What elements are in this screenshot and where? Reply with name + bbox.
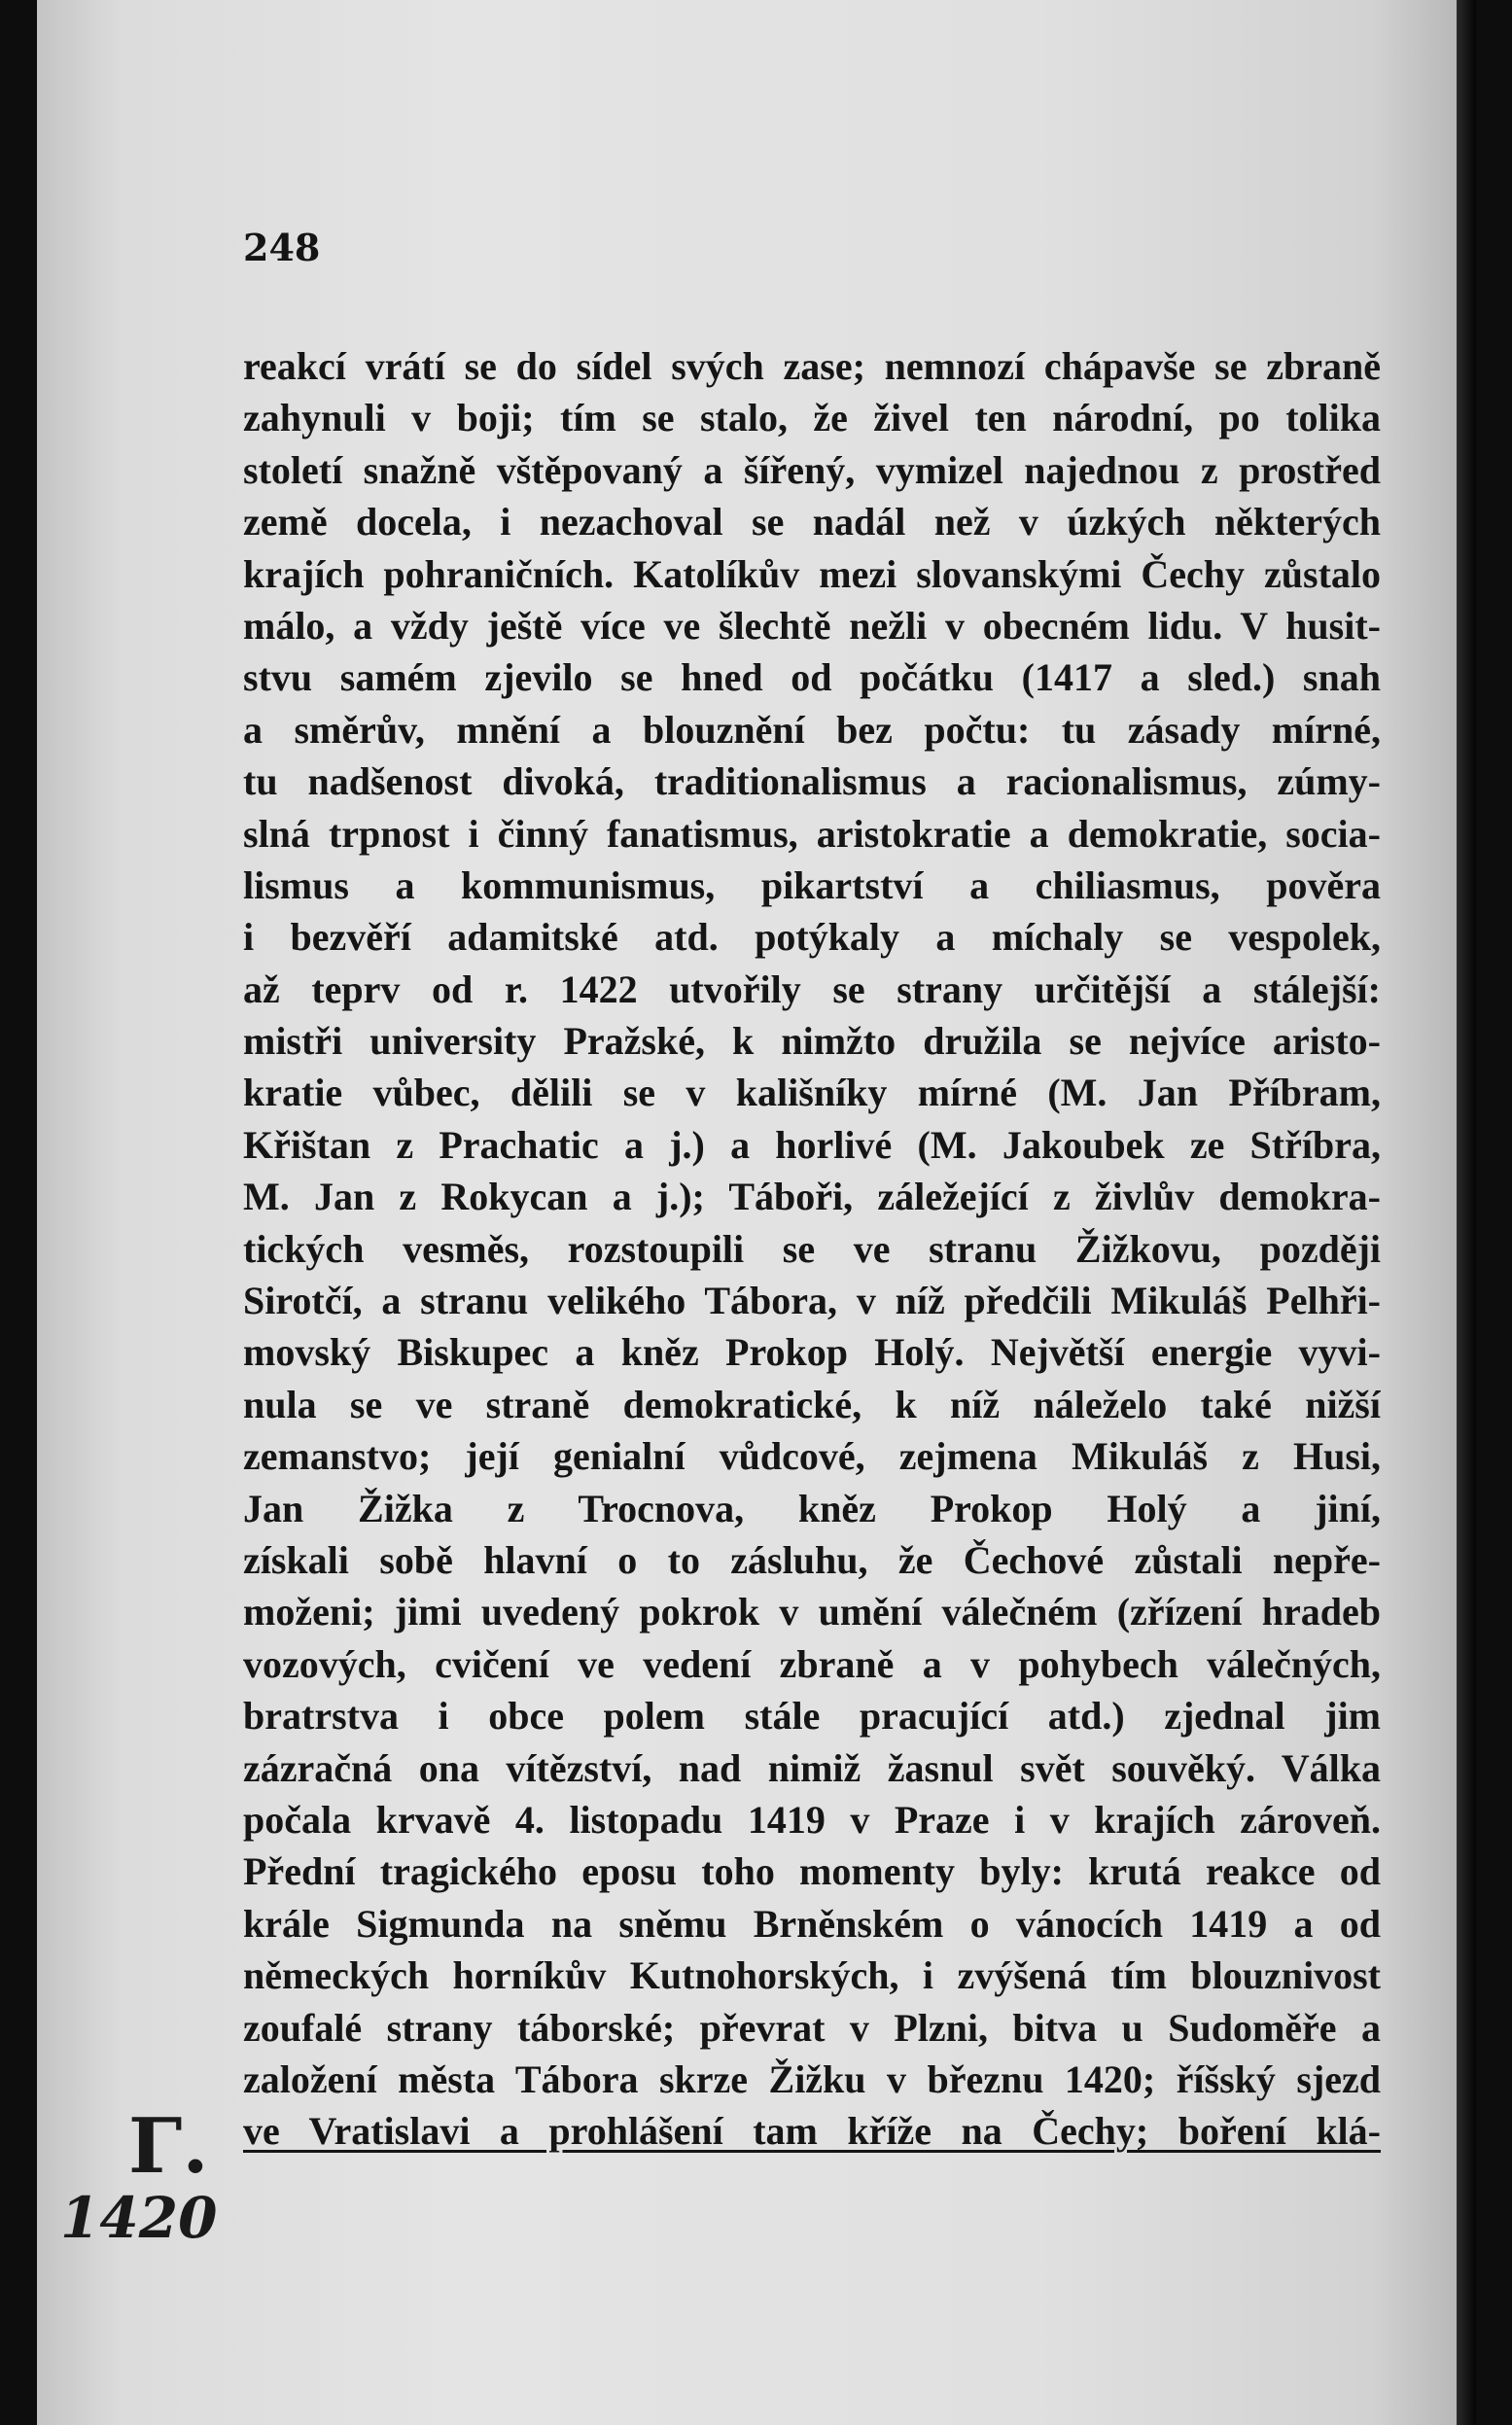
text-line: reakcí vrátí se do sídel svých zase; nemnozí chápavše se zbraně [243, 344, 1381, 388]
text-line-underlined: ve Vratislavi a prohlášení tam kříže na Čechy; boření klá- [243, 2109, 1381, 2154]
text-line: krajích pohraničních. Katolíkův mezi slovanskými Čechy zůstalo [243, 551, 1381, 596]
text-line: zoufalé strany táborské; převrat v Plzni, bitva u Sudoměře a [243, 2005, 1381, 2050]
margin-year: 1420 [60, 2185, 218, 2251]
text-line: lismus a kommunismus, pikartství a chiliasmus, pověra [243, 862, 1381, 907]
text-line: M. Jan z Rokycan a j.); Táboři, záležející z živlův demokra- [243, 1175, 1381, 1219]
text-line: založení města Tábora skrze Žižku v březnu 1420; říšský sjezd [243, 2056, 1381, 2101]
page-edge-shadow [1457, 0, 1476, 2425]
text-line: Křištan z Prachatic a j.) a horlivé (M. Jakoubek ze Stříbra, [243, 1122, 1381, 1167]
text-line: nula se ve straně demokratické, k níž náleželo také nižší [243, 1382, 1381, 1426]
text-line: zahynuli v boji; tím se stalo, že živel ten národní, po tolika [243, 396, 1381, 440]
text-line: zemanstvo; její genialní vůdcové, zejmena Mikuláš z Husi, [243, 1434, 1381, 1479]
text-line: Jan Žižka z Trocnova, kněz Prokop Holý a jiní, [243, 1486, 1381, 1530]
margin-bracket-mark: Γ. [128, 2102, 209, 2191]
text-line: německých horníkův Kutnohorských, i zvýšená tím blouznivost [243, 1953, 1381, 1998]
text-line: a směrův, mnění a blouznění bez počtu: tu zásady mírné, [243, 707, 1381, 752]
text-line: slná trpnost i činný fanatismus, aristokratie a demokratie, socia- [243, 811, 1381, 856]
text-line: vozových, cvičení ve vedení zbraně a v pohybech válečných, [243, 1641, 1381, 1686]
text-line: movský Biskupec a kněz Prokop Holý. Největší energie vyvi- [243, 1330, 1381, 1375]
text-line: tu nadšenost divoká, traditionalismus a racionalismus, zúmy- [243, 759, 1381, 804]
text-line: kratie vůbec, dělili se v kališníky mírné (M. Jan Příbram, [243, 1071, 1381, 1115]
text-line: století snažně vštěpovaný a šířený, vymizel najednou z prostřed [243, 447, 1381, 492]
text-line: tických vesměs, rozstoupili se ve stranu Žižkovu, později [243, 1226, 1381, 1271]
text-line: i bezvěří adamitské atd. potýkaly a míchaly se vespolek, [243, 915, 1381, 960]
text-line: bratrstva i obce polem stále pracující atd.) zjednal jim [243, 1694, 1381, 1739]
text-line: Přední tragického eposu toho momenty byly: krutá reakce od [243, 1849, 1381, 1894]
text-line: krále Sigmunda na sněmu Brněnském o vánocích 1419 a od [243, 1901, 1381, 1946]
text-line: mistři university Pražské, k nimžto družila se nejvíce aristo- [243, 1019, 1381, 1064]
text-line: Sirotčí, a stranu velikého Tábora, v níž předčili Mikuláš Pelhři- [243, 1279, 1381, 1323]
page-number: 248 [243, 226, 321, 269]
text-line: zázračná ona vítězství, nad nimiž žasnul svět souvěký. Válka [243, 1745, 1381, 1790]
text-line: málo, a vždy ještě více ve šlechtě nežli v obecném lidu. V husit- [243, 603, 1381, 648]
text-line: země docela, i nezachoval se nadál než v úzkých některých [243, 500, 1381, 545]
text-line: počala krvavě 4. listopadu 1419 v Praze i v krajích zároveň. [243, 1797, 1381, 1842]
body-text [243, 340, 1381, 2158]
text-line: stvu samém zjevilo se hned od počátku (1417 a sled.) snah [243, 655, 1381, 700]
text-line: moženi; jimi uvedený pokrok v umění válečném (zřízení hradeb [243, 1590, 1381, 1634]
text-line: získali sobě hlavní o to zásluhu, že Čechové zůstali nepře- [243, 1537, 1381, 1582]
handwritten-margin-note [60, 2102, 226, 2251]
text-line: až teprv od r. 1422 utvořily se strany určitější a stálejší: [243, 966, 1381, 1011]
